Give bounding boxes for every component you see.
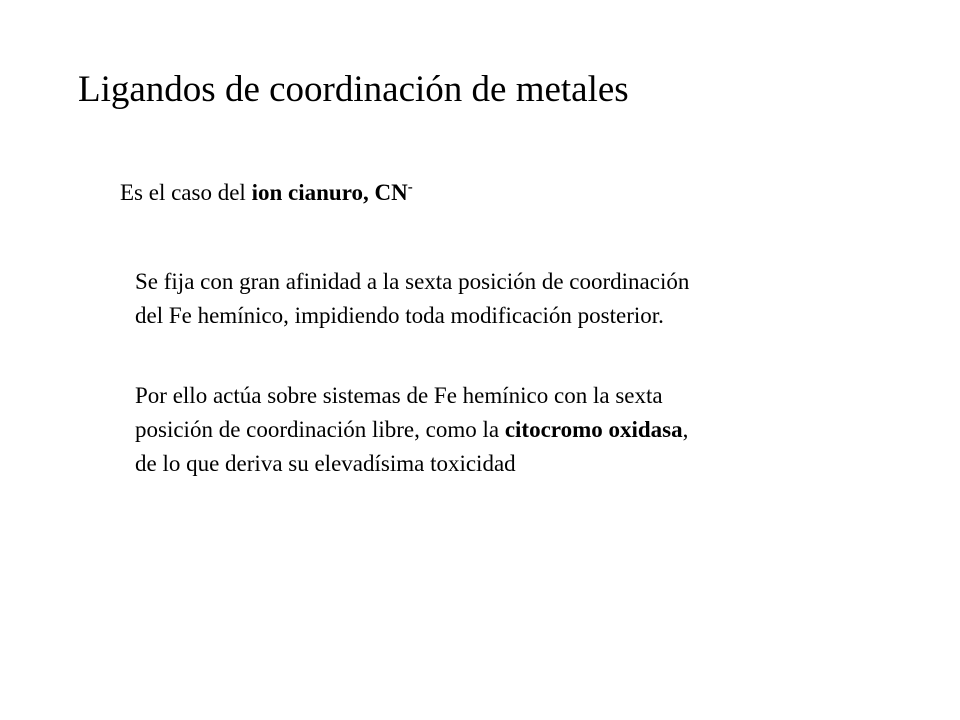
paragraph-affinity-line-2: del Fe hemínico, impidiendo toda modificación posterior. (135, 303, 664, 328)
intro-line (120, 177, 413, 209)
paragraph-toxicity-line-2-prefix: posición de coordinación libre, como la (135, 417, 505, 442)
intro-superscript: - (407, 179, 413, 196)
paragraph-toxicity-line-3: de lo que deriva su elevadísima toxicidad (135, 451, 516, 476)
paragraph-toxicity-line-2-suffix: , (682, 417, 689, 442)
paragraph-toxicity-line-2 (135, 413, 688, 447)
paragraph-affinity-line-1: Se fija con gran afinidad a la sexta posición de coordinación (135, 269, 690, 294)
slide-title: Ligandos de coordinación de metales (78, 69, 629, 110)
paragraph-toxicity (135, 379, 688, 481)
paragraph-affinity (135, 265, 689, 333)
intro-highlight: ion cianuro, CN (251, 180, 408, 205)
paragraph-toxicity-line-1: Por ello actúa sobre sistemas de Fe hemínico con la sexta (135, 383, 663, 408)
citocromo-oxidasa-term: citocromo oxidasa (504, 417, 683, 442)
intro-prefix: Es el caso del (120, 180, 252, 205)
